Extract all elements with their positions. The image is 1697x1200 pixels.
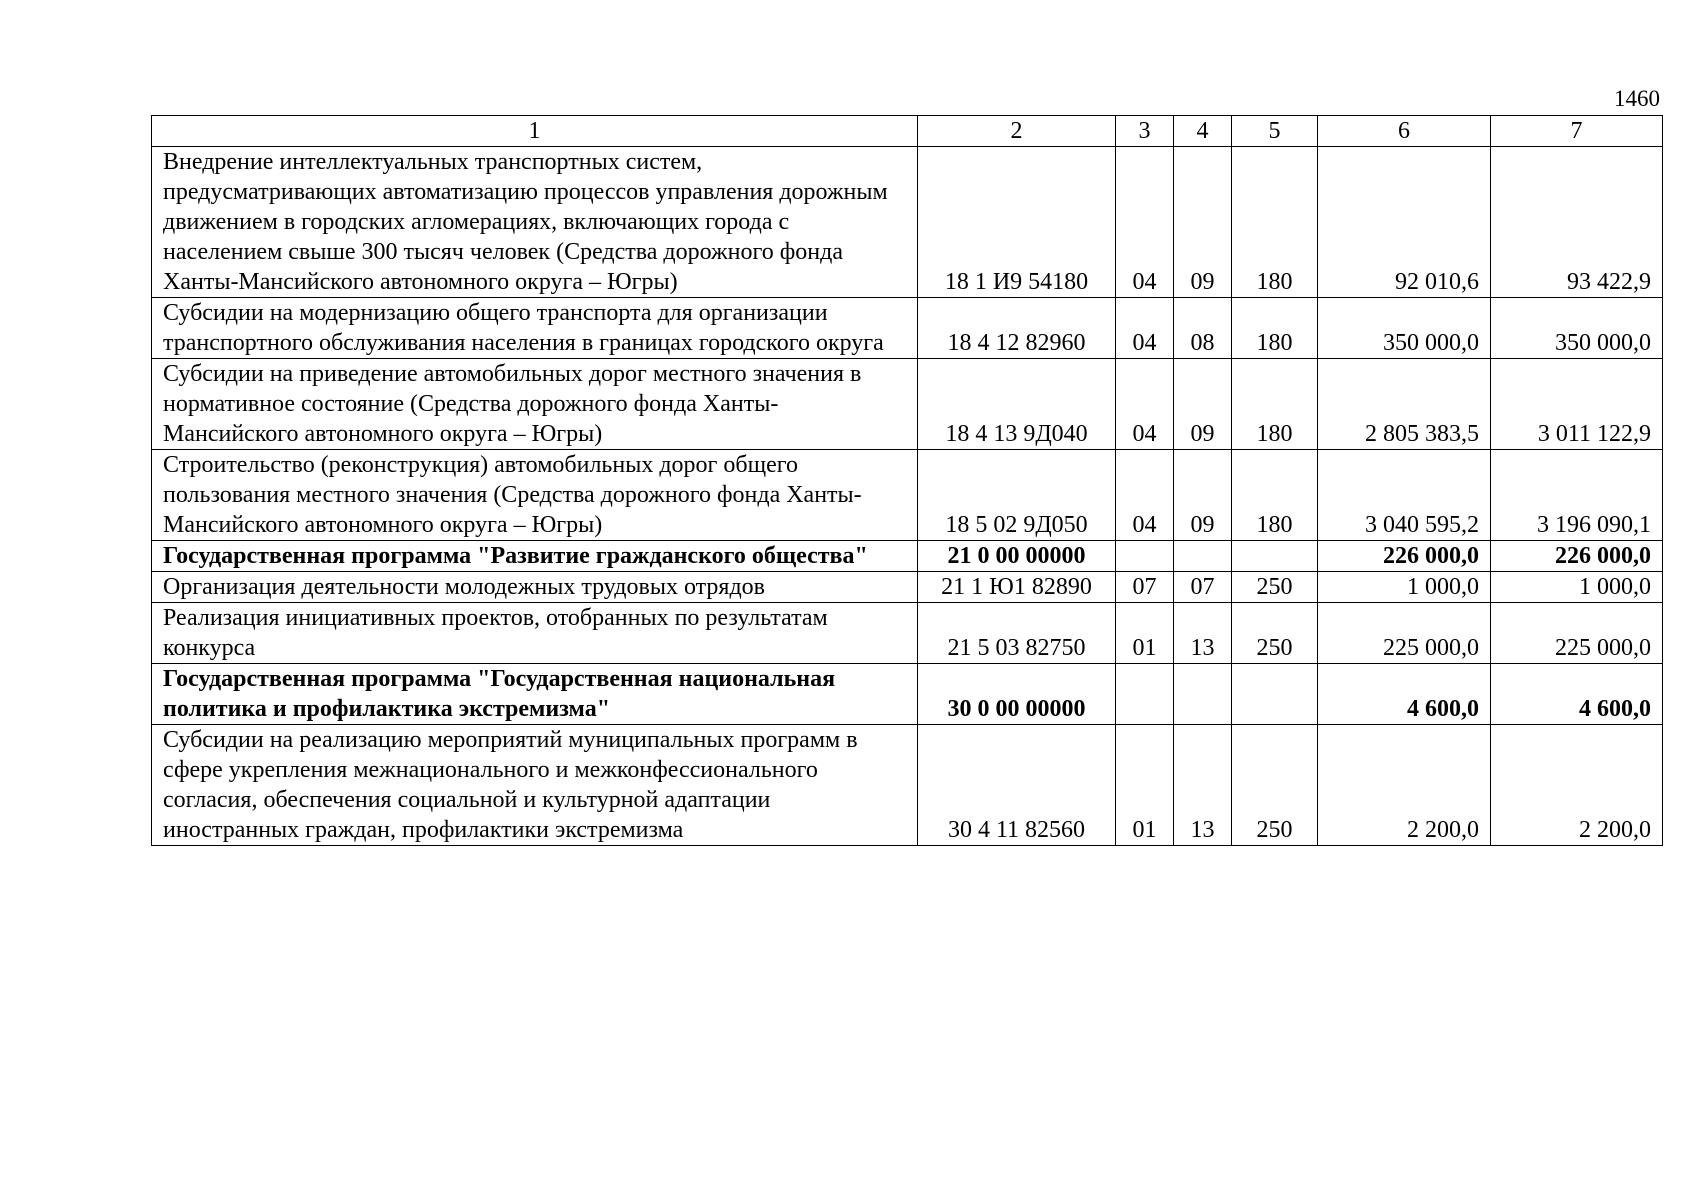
row-expense-type: 180 (1232, 298, 1318, 359)
row-expense-type: 250 (1232, 572, 1318, 603)
column-header: 5 (1232, 116, 1318, 147)
row-amount-year1: 1 000,0 (1318, 572, 1491, 603)
row-name: Субсидии на реализацию мероприятий муниципальных программ в сфере укрепления межнационального и межконфессионального согласия, обеспечения социальной и культурной адаптации иностранных граждан, профилактики экстремизма (152, 725, 918, 846)
row-code: 21 1 Ю1 82890 (918, 572, 1116, 603)
table-row (152, 725, 1663, 846)
row-subsection (1174, 541, 1232, 572)
row-subsection: 09 (1174, 450, 1232, 541)
table-row (152, 147, 1663, 298)
row-code: 21 0 00 00000 (918, 541, 1116, 572)
row-expense-type: 180 (1232, 147, 1318, 298)
row-expense-type: 250 (1232, 603, 1318, 664)
row-amount-year2: 93 422,9 (1491, 147, 1663, 298)
table-row (152, 541, 1663, 572)
row-expense-type: 180 (1232, 450, 1318, 541)
table-row (152, 359, 1663, 450)
row-section: 04 (1116, 298, 1174, 359)
row-expense-type: 250 (1232, 725, 1318, 846)
table-row (152, 664, 1663, 725)
row-name: Реализация инициативных проектов, отобранных по результатам конкурса (152, 603, 918, 664)
row-section: 04 (1116, 450, 1174, 541)
row-code: 18 1 И9 54180 (918, 147, 1116, 298)
row-amount-year2: 226 000,0 (1491, 541, 1663, 572)
row-subsection (1174, 664, 1232, 725)
row-code: 18 5 02 9Д050 (918, 450, 1116, 541)
row-section: 04 (1116, 147, 1174, 298)
row-section: 04 (1116, 359, 1174, 450)
row-subsection: 13 (1174, 725, 1232, 846)
page-number: 1460 (1614, 86, 1660, 111)
row-name: Субсидии на приведение автомобильных дорог местного значения в нормативное состояние (Средства дорожного фонда Ханты-Мансийского автономного округа – Югры) (152, 359, 918, 450)
row-subsection: 08 (1174, 298, 1232, 359)
row-amount-year2: 4 600,0 (1491, 664, 1663, 725)
row-amount-year1: 350 000,0 (1318, 298, 1491, 359)
row-amount-year2: 350 000,0 (1491, 298, 1663, 359)
row-subsection: 09 (1174, 147, 1232, 298)
row-subsection: 13 (1174, 603, 1232, 664)
table-row (152, 603, 1663, 664)
row-expense-type (1232, 664, 1318, 725)
row-amount-year2: 3 011 122,9 (1491, 359, 1663, 450)
column-header: 7 (1491, 116, 1663, 147)
row-section: 01 (1116, 725, 1174, 846)
row-amount-year1: 2 805 383,5 (1318, 359, 1491, 450)
row-amount-year2: 2 200,0 (1491, 725, 1663, 846)
row-section (1116, 664, 1174, 725)
row-amount-year2: 225 000,0 (1491, 603, 1663, 664)
column-header: 1 (152, 116, 918, 147)
row-name: Строительство (реконструкция) автомобильных дорог общего пользования местного значения (Средства дорожного фонда Ханты-Мансийского автономного округа – Югры) (152, 450, 918, 541)
row-amount-year1: 226 000,0 (1318, 541, 1491, 572)
table-row (152, 298, 1663, 359)
row-name: Государственная программа "Государственная национальная политика и профилактика экстремизма" (152, 664, 918, 725)
row-expense-type (1232, 541, 1318, 572)
row-name: Государственная программа "Развитие гражданского общества" (152, 541, 918, 572)
row-section (1116, 541, 1174, 572)
column-header: 4 (1174, 116, 1232, 147)
budget-table (151, 115, 1663, 846)
row-code: 30 0 00 00000 (918, 664, 1116, 725)
column-header: 6 (1318, 116, 1491, 147)
table-header-row (152, 116, 1663, 147)
column-header: 2 (918, 116, 1116, 147)
row-amount-year1: 4 600,0 (1318, 664, 1491, 725)
row-subsection: 07 (1174, 572, 1232, 603)
row-code: 18 4 13 9Д040 (918, 359, 1116, 450)
row-code: 30 4 11 82560 (918, 725, 1116, 846)
row-amount-year1: 2 200,0 (1318, 725, 1491, 846)
row-name: Внедрение интеллектуальных транспортных систем, предусматривающих автоматизацию процессов управления дорожным движением в городских агломерациях, включающих города с населением свыше 300 тысяч человек (Средства дорожного фонда Ханты-Мансийского автономного округа – Югры) (152, 147, 918, 298)
table-row (152, 572, 1663, 603)
row-expense-type: 180 (1232, 359, 1318, 450)
row-amount-year1: 225 000,0 (1318, 603, 1491, 664)
row-name: Организация деятельности молодежных трудовых отрядов (152, 572, 918, 603)
row-subsection: 09 (1174, 359, 1232, 450)
table-row (152, 450, 1663, 541)
row-code: 18 4 12 82960 (918, 298, 1116, 359)
row-amount-year1: 92 010,6 (1318, 147, 1491, 298)
row-name: Субсидии на модернизацию общего транспорта для организации транспортного обслуживания населения в границах городского округа (152, 298, 918, 359)
row-amount-year1: 3 040 595,2 (1318, 450, 1491, 541)
column-header: 3 (1116, 116, 1174, 147)
row-amount-year2: 1 000,0 (1491, 572, 1663, 603)
row-amount-year2: 3 196 090,1 (1491, 450, 1663, 541)
row-section: 01 (1116, 603, 1174, 664)
row-code: 21 5 03 82750 (918, 603, 1116, 664)
row-section: 07 (1116, 572, 1174, 603)
